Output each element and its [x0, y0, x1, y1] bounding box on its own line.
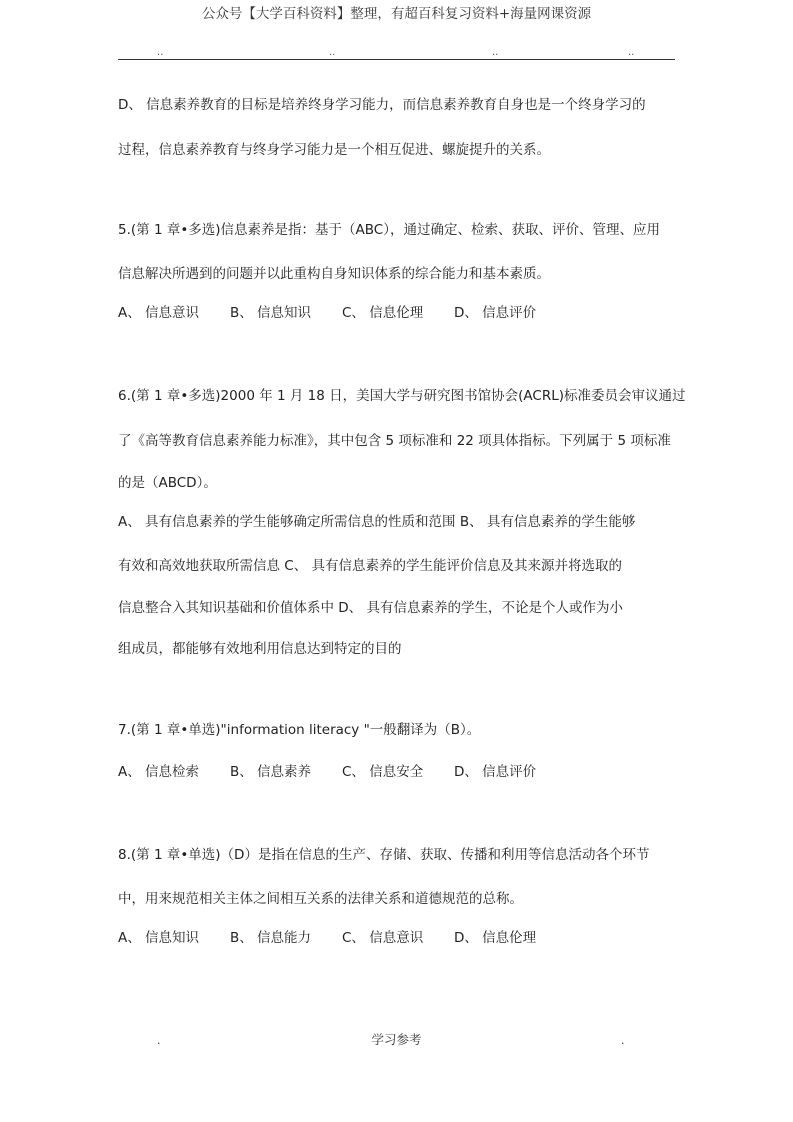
q6-options-line3: 信息整合入其知识基础和价值体系中 D、 具有信息素养的学生，不论是个人或作为小	[118, 600, 623, 616]
q6-stem-line3: 的是（ABCD）。	[118, 475, 217, 491]
q5-option-b: B、 信息知识	[230, 305, 312, 321]
q8-option-b: B、 信息能力	[230, 930, 312, 946]
header-dot: ..	[628, 47, 635, 58]
page-header: 公众号【大学百科资料】整理，有超百科复习资料+海量网课资源	[201, 6, 592, 22]
q8-option-d: D、 信息伦理	[454, 930, 537, 946]
footer-left-dot: .	[157, 1034, 161, 1047]
page-footer: 学习参考	[371, 1032, 422, 1047]
header-rule	[118, 59, 675, 60]
q4-option-d-line2: 过程，信息素养教育与终身学习能力是一个相互促进、螺旋提升的关系。	[118, 142, 550, 158]
q8-option-a: A、 信息知识	[118, 930, 200, 946]
q8-stem-line2: 中，用来规范相关主体之间相互关系的法律关系和道德规范的总称。	[118, 891, 523, 907]
q7-option-b: B、 信息素养	[230, 764, 312, 780]
q6-options-line2: 有效和高效地获取所需信息 C、 具有信息素养的学生能评价信息及其来源并将选取的	[118, 558, 623, 574]
q7-option-a: A、 信息检索	[118, 764, 200, 780]
header-dots	[0, 47, 793, 57]
q8-option-c: C、 信息意识	[342, 930, 424, 946]
q5-option-c: C、 信息伦理	[342, 305, 424, 321]
q5-options	[118, 301, 536, 321]
footer-right-dot: .	[621, 1034, 625, 1047]
header-dot: ..	[157, 47, 164, 58]
q6-stem-line2: 了《高等教育信息素养能力标准》，其中包含 5 项标准和 22 项具体指标。下列属于 5 项标准	[118, 433, 671, 449]
q5-option-a: A、 信息意识	[118, 305, 200, 321]
q7-option-d: D、 信息评价	[454, 764, 537, 780]
q7-options	[118, 760, 536, 780]
q5-stem-line2: 信息解决所遇到的问题并以此重构自身知识体系的综合能力和基本素质。	[118, 266, 550, 282]
q6-options-line4: 组成员，都能够有效地利用信息达到特定的目的	[118, 641, 402, 657]
header-dot: ..	[329, 47, 336, 58]
q6-options-line1: A、 具有信息素养的学生能够确定所需信息的性质和范围 B、 具有信息素养的学生能够	[118, 514, 636, 530]
q5-stem-line1: 5.(第 1 章•多选)信息素养是指：基于（ABC），通过确定、检索、获取、评价、管理、应用	[118, 222, 660, 238]
q7-option-c: C、 信息安全	[342, 764, 424, 780]
q4-option-d-line1: D、 信息素养教育的目标是培养终身学习能力，而信息素养教育自身也是一个终身学习的	[118, 97, 646, 113]
q5-option-d: D、 信息评价	[454, 305, 537, 321]
q8-options	[118, 926, 536, 946]
header-dot: ..	[492, 47, 499, 58]
q6-stem-line1: 6.(第 1 章•多选)2000 年 1 月 18 日，美国大学与研究图书馆协会(ACRL)标准委员会审议通过	[118, 388, 686, 404]
q7-stem-line1: 7.(第 1 章•单选)"information literacy "一般翻译为（B）。	[118, 722, 481, 738]
q8-stem-line1: 8.(第 1 章•单选)（D）是指在信息的生产、存储、获取、传播和利用等信息活动各个环节	[118, 847, 650, 863]
